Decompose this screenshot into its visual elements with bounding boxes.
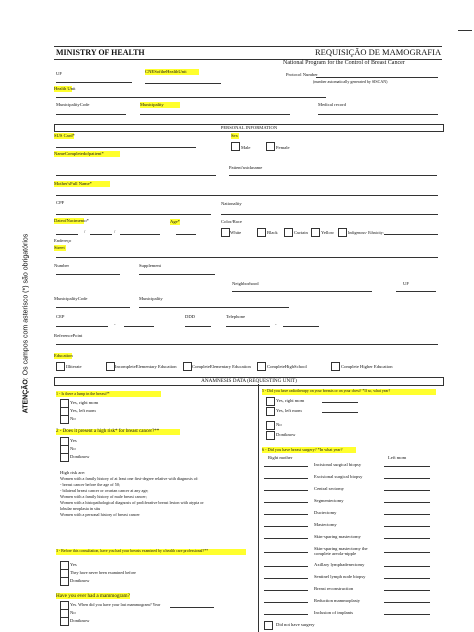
- surgery-right-field[interactable]: [264, 490, 308, 491]
- col-left-mom: Left mom: [388, 455, 407, 460]
- surgery-left-field[interactable]: [384, 552, 430, 553]
- race-indigenous-label: Indigenous- Ethnicity:: [348, 230, 384, 235]
- ddd-field[interactable]: [185, 326, 211, 327]
- sex-female-label: Female: [276, 145, 290, 150]
- health-unit-field[interactable]: [56, 97, 326, 98]
- cpf-field[interactable]: [56, 214, 211, 215]
- corner-mark: [458, 30, 472, 31]
- q3-never-label: They have never been examined before: [70, 570, 136, 575]
- q1-left-label: Yes, left mom: [70, 408, 96, 413]
- unit-municipality-field[interactable]: [140, 114, 290, 115]
- q2-high-risk-label: 2 - Does it present a high risk* for breast cancer?**: [56, 429, 180, 435]
- surgery-left-field[interactable]: [384, 526, 430, 527]
- surgery-item: Skin-sparing mastectomy the complete areola-nipple: [314, 546, 368, 556]
- edu-complete-highschool-label: CompleteHighSchool: [267, 364, 307, 369]
- age-field[interactable]: [176, 234, 196, 235]
- surgery-right-field[interactable]: [264, 602, 308, 603]
- race-yellow-label: Yellow: [321, 230, 335, 235]
- personal-section-header: [54, 124, 444, 132]
- dob-year-field[interactable]: [120, 234, 160, 235]
- telephone-field-2[interactable]: [283, 326, 319, 327]
- uf-field[interactable]: [56, 82, 132, 83]
- q2-no-label: No: [70, 446, 76, 451]
- surgery-left-field[interactable]: [384, 502, 430, 503]
- q3-dontknow-label: Dontknow: [70, 578, 90, 583]
- q5-left-checkbox[interactable]: [266, 407, 275, 416]
- protocol-number-label: Protocol Number: [286, 72, 318, 77]
- surgery-item: Incisional surgical biopsy: [314, 462, 362, 467]
- edu-illiterate-checkbox[interactable]: [56, 362, 65, 371]
- surgery-right-field[interactable]: [264, 478, 308, 479]
- surgery-left-field[interactable]: [384, 590, 430, 591]
- address-municipality-code-field[interactable]: [56, 307, 130, 308]
- surgery-left-field[interactable]: [384, 514, 430, 515]
- cep-field-1[interactable]: [56, 326, 108, 327]
- q5-radiotherapy-label: 5 - Did you have radiotherapy on your breasts or on your chest? *If so, what year?: [262, 389, 436, 395]
- race-black-label: Black: [267, 230, 278, 235]
- q1-lump-label: 1 - Is there a lump in the breast?*: [56, 391, 161, 397]
- q3-yes-label: Yes: [70, 562, 77, 567]
- q2-yes-label: Yes: [70, 438, 77, 443]
- sex-male-label: Male: [241, 145, 251, 150]
- unit-municipality-code-field[interactable]: [56, 114, 126, 115]
- q4-dontknow-checkbox[interactable]: [60, 617, 69, 626]
- surgery-item: Segmentectomy: [314, 498, 344, 503]
- surgery-item: Reduction mammoplasty: [314, 598, 361, 603]
- surgery-item: Excisional surgical biopsy: [314, 474, 363, 479]
- number-label: Number: [54, 263, 70, 268]
- mother-name-label: Mother'sFull Name*: [54, 181, 110, 187]
- risk-item: - bilateral breast cancer or ovarian cancer at any age;: [60, 488, 149, 493]
- protocol-note: (number automatically generated by SISCAN): [313, 79, 388, 84]
- risk-heading: High risk are:: [60, 470, 86, 475]
- cnes-field[interactable]: [145, 83, 221, 84]
- sus-card-field[interactable]: [56, 147, 196, 148]
- surgery-right-field[interactable]: [264, 614, 308, 615]
- surgery-right-field[interactable]: [264, 578, 308, 579]
- nickname-field[interactable]: [229, 175, 437, 176]
- risk-item: Women with a family history of at least one first-degree relative with diagnosis of:: [60, 476, 199, 481]
- q1-right-label: Yes, right mom: [70, 400, 99, 405]
- surgery-item: Ductectomy: [314, 510, 337, 515]
- ministry-title: MINISTRY OF HEALTH: [56, 48, 145, 57]
- medical-record-field[interactable]: [318, 114, 438, 115]
- number-field[interactable]: [56, 274, 120, 275]
- telephone-dash: -: [275, 322, 277, 327]
- neighborhood-label: Neighborhood: [232, 281, 259, 286]
- mandatory-fields-note: ATENÇÃO: Os campos com asterisco (*) são obrigatórios: [22, 233, 30, 414]
- cep-dash: -: [114, 322, 116, 327]
- dob-month-field[interactable]: [90, 234, 112, 235]
- cep-label: CEP: [56, 314, 65, 319]
- edu-complete-elementary-checkbox[interactable]: [183, 362, 192, 371]
- q5-right-year-field[interactable]: [322, 402, 358, 403]
- edu-incomplete-elementary-label: IncompleteElementary Education: [115, 364, 177, 369]
- sex-female-checkbox[interactable]: [266, 142, 275, 151]
- surgery-left-field[interactable]: [384, 478, 430, 479]
- surgery-item: Inclusion of implants: [314, 610, 354, 615]
- neighborhood-field[interactable]: [232, 291, 372, 292]
- surgery-left-field[interactable]: [384, 578, 430, 579]
- q5-left-year-field[interactable]: [322, 412, 358, 413]
- edu-incomplete-elementary-checkbox[interactable]: [106, 362, 115, 371]
- education-label: Education: [54, 353, 73, 358]
- no-surgery-checkbox[interactable]: [264, 621, 273, 630]
- program-name: National Program for the Control of Breast Cancer: [283, 60, 405, 66]
- protocol-number-field[interactable]: [316, 77, 438, 78]
- anamnesis-section-header: [54, 377, 444, 386]
- ethnicity-field[interactable]: [384, 234, 438, 235]
- patient-name-label: NameCompletedofpatient*: [54, 151, 120, 157]
- surgery-right-field[interactable]: [264, 526, 308, 527]
- risk-item: lobular neoplasia in situ: [60, 506, 101, 511]
- surgery-right-field[interactable]: [264, 514, 308, 515]
- ddd-label: DDD: [185, 314, 195, 319]
- q1-no-label: No: [70, 416, 76, 421]
- cpf-label: CPF: [56, 200, 65, 205]
- age-label: Age*: [170, 219, 180, 224]
- q2-dontknow-checkbox[interactable]: [60, 453, 69, 462]
- dob-slash-1: /: [84, 229, 86, 234]
- medical-record-label: Medical record: [318, 102, 346, 107]
- q4-mammogram-label: Have you ever had a mammogram?: [56, 593, 130, 599]
- risk-item: - breast cancer before the age of 50;: [60, 482, 121, 487]
- nationality-label: Nationality: [221, 201, 242, 206]
- nickname-label: Patient'snickname: [229, 165, 263, 170]
- no-surgery-label: Did not have surgery: [276, 622, 315, 627]
- surgery-item: Mastectomy: [314, 522, 337, 527]
- col-right-mother: Right mother: [268, 455, 293, 460]
- patient-name-field[interactable]: [56, 175, 216, 176]
- surgery-right-field[interactable]: [264, 466, 308, 467]
- edu-complete-higher-checkbox[interactable]: [331, 362, 340, 371]
- uf-label: UF: [56, 71, 62, 76]
- street-field[interactable]: [56, 257, 438, 258]
- surgery-left-field[interactable]: [384, 566, 430, 567]
- address-municipality-code-label: MunicipalityCode: [54, 296, 88, 301]
- q5-left-label: Yes, left mom: [276, 408, 302, 413]
- risk-item: Women with a histopathological diagnosis of proliferative breast lesion with atypia or: [60, 500, 204, 505]
- race-yellow-checkbox[interactable]: [311, 228, 320, 237]
- q4-dontknow-label: Dontknow: [70, 618, 90, 623]
- dob-slash-2: /: [114, 229, 116, 234]
- sex-label: Sex: [231, 133, 238, 138]
- surgery-right-field[interactable]: [264, 552, 308, 553]
- reference-field[interactable]: [56, 344, 438, 345]
- dob-day-field[interactable]: [56, 234, 78, 235]
- surgery-left-field[interactable]: [384, 602, 430, 603]
- edu-complete-elementary-label: CompleteElementary Education: [192, 364, 251, 369]
- personal-section-title: PERSONAL INFORMATION: [220, 125, 278, 130]
- dob-label: DateofNacimento*: [54, 218, 89, 223]
- unit-municipality-label: Municipality: [140, 102, 180, 108]
- street-label: Street: [54, 245, 65, 250]
- edu-complete-highschool-checkbox[interactable]: [257, 362, 266, 371]
- q4-year-field[interactable]: [170, 607, 214, 608]
- race-black-checkbox[interactable]: [257, 228, 266, 237]
- surgery-left-field[interactable]: [384, 490, 430, 491]
- risk-item: Women with a personal history of breast cancer: [60, 512, 140, 517]
- cnes-label: CNESoftheHealthUnit: [145, 69, 199, 75]
- surgery-left-field[interactable]: [384, 538, 430, 539]
- q5-no-checkbox[interactable]: [266, 421, 275, 430]
- q4-yes-label: Yes. When did you have your last mammogram? Year: [70, 602, 161, 607]
- uf-address-field[interactable]: [396, 291, 436, 292]
- q1-no-checkbox[interactable]: [60, 415, 69, 424]
- q5-right-label: Yes, right mom: [276, 398, 305, 403]
- anamnesis-divider: [258, 384, 259, 632]
- risk-item: Women with a family history of male breast cancer;: [60, 494, 147, 499]
- surgery-item: Central sectomy: [314, 486, 344, 491]
- unit-municipality-code-label: MunicipalityCode: [56, 102, 90, 107]
- surgery-item: Axillary lymphadenectomy: [314, 562, 365, 567]
- surgery-right-field[interactable]: [264, 590, 308, 591]
- mother-name-field[interactable]: [56, 195, 438, 196]
- q2-dontknow-label: Dontknow: [70, 454, 90, 459]
- address-label: Endereço: [54, 238, 72, 243]
- q6-surgery-label: 6 - Did you have breast surgery? *In what year?: [262, 447, 356, 453]
- q5-no-label: No: [276, 422, 282, 427]
- telephone-field-1[interactable]: [226, 326, 270, 327]
- surgery-left-field[interactable]: [384, 466, 430, 467]
- address-municipality-label: Municipality: [139, 296, 163, 301]
- telephone-label: Telephone: [226, 314, 246, 319]
- supplement-label: Supplement: [139, 263, 161, 268]
- q4-no-label: No: [70, 610, 76, 615]
- q3-exam-label: 3 - Before this consultation, have you had your breasts examined by a health care professional?**: [56, 549, 246, 555]
- surgery-item: Breast reconstruction: [314, 586, 354, 591]
- surgery-right-field[interactable]: [264, 566, 308, 567]
- race-indigenous-checkbox[interactable]: [338, 228, 347, 237]
- q5-dontknow-label: Dontknow: [276, 432, 296, 437]
- race-curtain-checkbox[interactable]: [284, 228, 293, 237]
- race-white-label: White: [230, 230, 242, 235]
- supplement-field[interactable]: [139, 274, 215, 275]
- race-white-checkbox[interactable]: [221, 228, 230, 237]
- q5-dontknow-checkbox[interactable]: [266, 431, 275, 440]
- surgery-right-field[interactable]: [264, 502, 308, 503]
- surgery-item: Skin-sparing mastectomy: [314, 534, 361, 539]
- surgery-right-field[interactable]: [264, 538, 308, 539]
- race-curtain-label: Curtain: [294, 230, 308, 235]
- edu-complete-higher-label: Complete Higher Education: [341, 364, 393, 369]
- reference-label: ReferencePoint: [54, 333, 83, 338]
- sus-card-label: SUS Card*: [54, 133, 75, 138]
- uf-address-label: UF: [403, 281, 409, 286]
- surgery-left-field[interactable]: [384, 614, 430, 615]
- edu-illiterate-label: Illiterate: [66, 364, 82, 369]
- sex-male-checkbox[interactable]: [231, 142, 240, 151]
- q5-right-checkbox[interactable]: [266, 397, 275, 406]
- cep-field-2[interactable]: [124, 326, 154, 327]
- q3-dontknow-checkbox[interactable]: [60, 577, 69, 586]
- address-municipality-field[interactable]: [139, 307, 289, 308]
- surgery-item: Sentinel lymph node biopsy: [314, 574, 366, 579]
- color-race-label: Color/Race: [221, 219, 242, 224]
- health-unit-label: Health Unit: [54, 86, 76, 91]
- nationality-field[interactable]: [221, 214, 438, 215]
- anamnesis-section-title: ANAMNESIS DATA (REQUESTING UNIT): [201, 378, 297, 384]
- form-title: REQUISIÇÃO DE MAMOGRAFIA: [315, 47, 442, 57]
